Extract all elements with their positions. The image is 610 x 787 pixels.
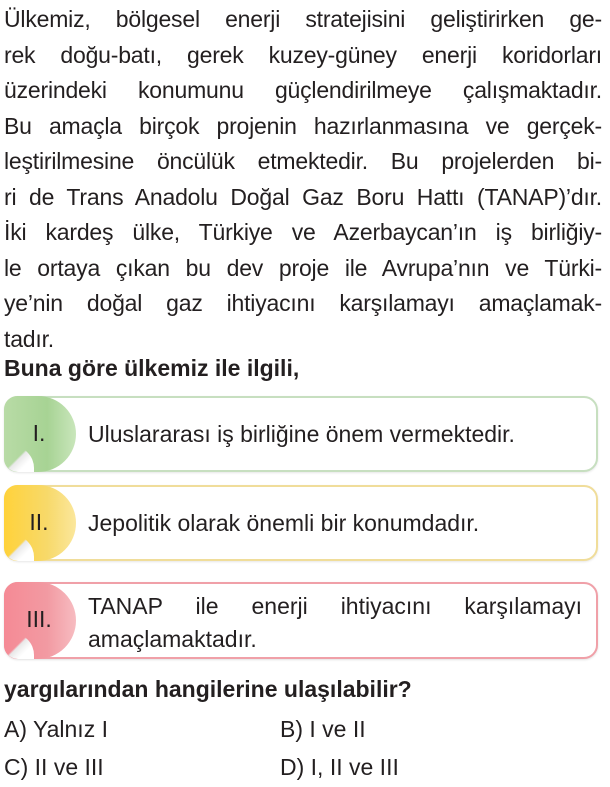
statement-text: Jepolitik olarak önemli bir konumdadır. (88, 510, 480, 536)
passage-line: üzerindeki konumunu güçlendirilmeye çalışmaktadır. (4, 77, 602, 103)
passage-line: Bu amaçla birçok projenin hazırlanmasına ve gerçek- (4, 112, 602, 139)
passage-line: rek doğu-batı, gerek kuzey-güney enerji koridorları (4, 41, 602, 68)
passage-line: ri de Trans Anadolu Doğal Gaz Boru Hattı (TANAP)’dır. (4, 183, 602, 210)
passage-line: Ülkemiz, bölgesel enerji stratejisini geliştirirken ge- (4, 6, 602, 32)
statement-text-line: amaçlamaktadır. (88, 626, 257, 652)
statement-text (88, 590, 582, 656)
option-c[interactable]: C) II ve III (4, 754, 104, 780)
question-passage (4, 2, 602, 357)
statement-3 (4, 582, 598, 659)
passage-line: tadır. (4, 325, 54, 352)
page-curl-icon (4, 535, 34, 561)
statement-numeral: I. (32, 420, 46, 446)
statement-numeral: II. (29, 509, 49, 535)
passage-line: ye’nin doğal gaz ihtiyacını karşılamayı amaçlamak- (4, 290, 602, 316)
option-d[interactable]: D) I, II ve III (280, 754, 399, 780)
statement-numeral: III. (26, 606, 52, 632)
question-stem: Buna göre ülkemiz ile ilgili, (4, 355, 300, 381)
passage-line: leştirilmesine öncülük etmektedir. Bu projelerden bi- (4, 148, 602, 174)
page-curl-icon (4, 446, 34, 472)
passage-line: İki kardeş ülke, Türkiye ve Azerbaycan’ın iş birliğiy- (4, 219, 602, 245)
statement-1 (4, 396, 598, 472)
option-a[interactable]: A) Yalnız I (4, 716, 108, 742)
statement-text: Uluslararası iş birliğine önem vermektedir. (88, 421, 515, 447)
statement-text-line: TANAP ile enerji ihtiyacını karşılamayı (88, 593, 582, 619)
statement-2 (4, 485, 598, 561)
option-b[interactable]: B) I ve II (280, 716, 366, 742)
question-prompt: yargılarından hangilerine ulaşılabilir? (4, 676, 412, 702)
page-curl-icon (4, 633, 34, 659)
passage-line: le ortaya çıkan bu dev proje ile Avrupa’nın ve Türki- (4, 254, 602, 281)
